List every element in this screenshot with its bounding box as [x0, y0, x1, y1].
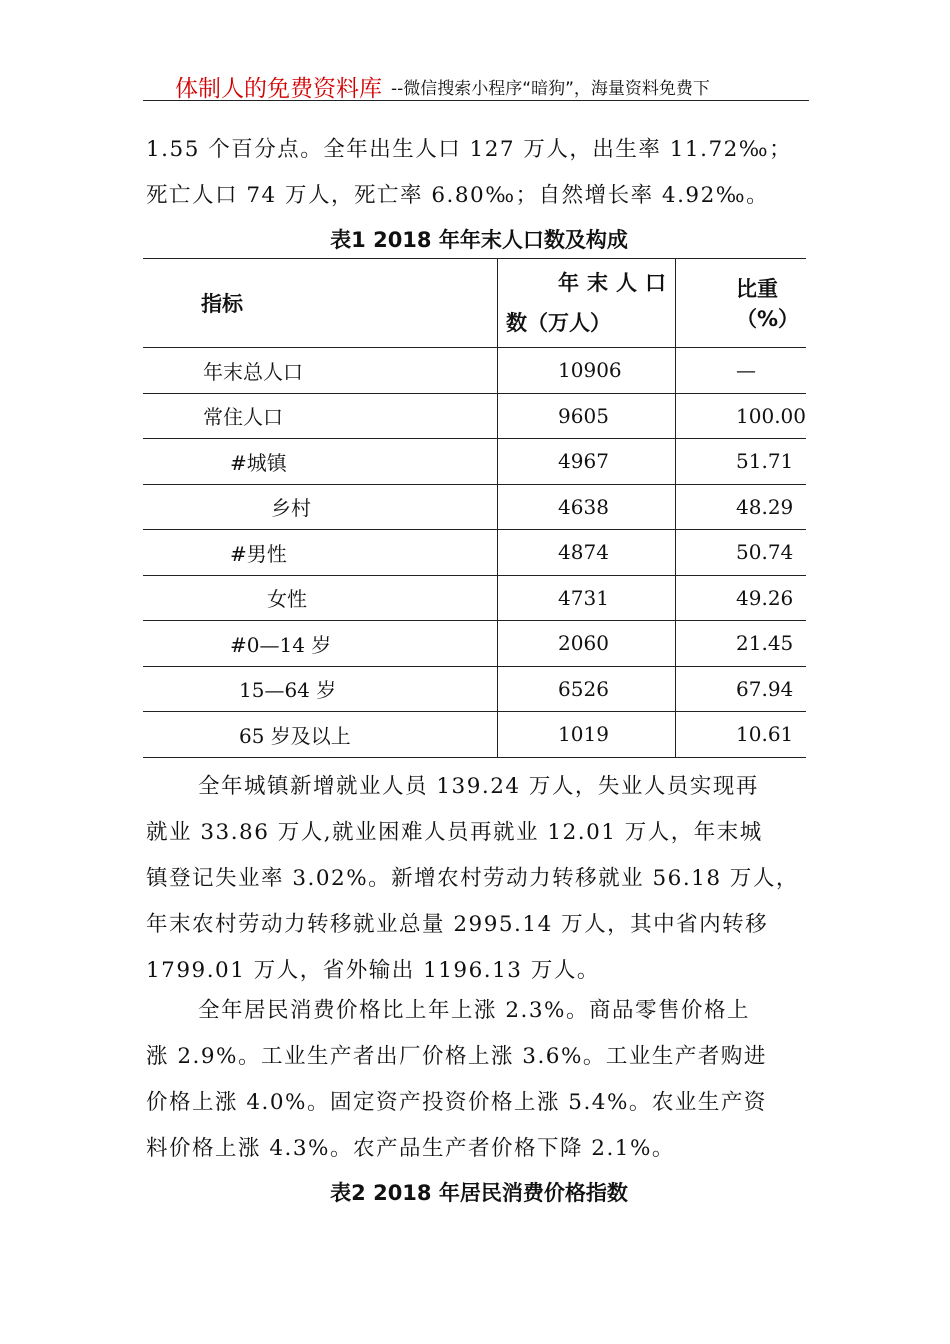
- row-label: 年末总人口: [143, 348, 498, 394]
- row-label: 15—64 岁: [143, 666, 498, 712]
- row-share: 21.45: [676, 621, 806, 667]
- price-line: 价格上涨 4.0%。固定资产投资价格上涨 5.4%。农业生产资: [146, 1090, 767, 1115]
- table-row: [143, 575, 806, 621]
- row-count: 2060: [498, 621, 676, 667]
- employment-line: 年末农村劳动力转移就业总量 2995.14 万人，其中省内转移: [146, 912, 769, 937]
- price-paragraph: [146, 988, 812, 1172]
- row-count: 6526: [498, 666, 676, 712]
- row-share: 10.61: [676, 712, 806, 758]
- table-header-row: [143, 259, 806, 348]
- header-tagline: --微信搜索小程序“暗狗”，海量资料免费下: [391, 79, 710, 99]
- row-count: 4731: [498, 575, 676, 621]
- row-label: 女性: [143, 575, 498, 621]
- price-line: 涨 2.9%。工业生产者出厂价格上涨 3.6%。工业生产者购进: [146, 1044, 767, 1069]
- price-line: 全年居民消费价格比上年上涨 2.3%。商品零售价格上: [198, 998, 750, 1023]
- header-brand: 体制人的免费资料库: [175, 76, 382, 102]
- table-row: [143, 621, 806, 667]
- row-share: 51.71: [676, 439, 806, 485]
- table-row: [143, 348, 806, 394]
- row-share: 50.74: [676, 530, 806, 576]
- employment-paragraph: [146, 764, 812, 994]
- row-count: 1019: [498, 712, 676, 758]
- row-label: #男性: [143, 530, 498, 576]
- table-row: [143, 530, 806, 576]
- header-share: 比重（%）: [676, 259, 806, 348]
- row-label: #0—14 岁: [143, 621, 498, 667]
- table-row: [143, 393, 806, 439]
- row-label: 乡村: [143, 484, 498, 530]
- row-count: 4638: [498, 484, 676, 530]
- intro-paragraph: [146, 127, 812, 219]
- table-row: [143, 712, 806, 758]
- page-header: [143, 62, 809, 101]
- table-row: [143, 484, 806, 530]
- row-count: 4967: [498, 439, 676, 485]
- intro-line: 死亡人口 74 万人，死亡率 6.80‰；自然增长率 4.92‰。: [146, 183, 770, 208]
- row-share: —: [676, 348, 806, 394]
- header-count-line2: 数（万人）: [506, 311, 612, 335]
- row-count: 9605: [498, 393, 676, 439]
- row-count: 10906: [498, 348, 676, 394]
- employment-line: 1799.01 万人，省外输出 1196.13 万人。: [146, 958, 600, 983]
- table1-caption: 表1 2018 年年末人口数及构成: [330, 228, 628, 252]
- employment-line: 镇登记失业率 3.02%。新增农村劳动力转移就业 56.18 万人，: [146, 866, 799, 891]
- row-share: 49.26: [676, 575, 806, 621]
- header-count-line1: 年末人口: [558, 271, 675, 295]
- table2-caption: 表2 2018 年居民消费价格指数: [330, 1181, 628, 1205]
- population-table: [143, 258, 806, 758]
- price-line: 料价格上涨 4.3%。农产品生产者价格下降 2.1%。: [146, 1136, 675, 1161]
- row-count: 4874: [498, 530, 676, 576]
- row-label: #城镇: [143, 439, 498, 485]
- row-share: 67.94: [676, 666, 806, 712]
- header-count: [498, 259, 676, 348]
- table-row: [143, 666, 806, 712]
- intro-line: 1.55 个百分点。全年出生人口 127 万人，出生率 11.72‰；: [146, 137, 793, 162]
- table-row: [143, 439, 806, 485]
- row-label: 65 岁及以上: [143, 712, 498, 758]
- employment-line: 就业 33.86 万人,就业困难人员再就业 12.01 万人，年末城: [146, 820, 763, 845]
- employment-line: 全年城镇新增就业人员 139.24 万人，失业人员实现再: [198, 774, 759, 799]
- header-indicator: 指标: [143, 259, 498, 348]
- row-share: 100.00: [676, 393, 806, 439]
- row-label: 常住人口: [143, 393, 498, 439]
- row-share: 48.29: [676, 484, 806, 530]
